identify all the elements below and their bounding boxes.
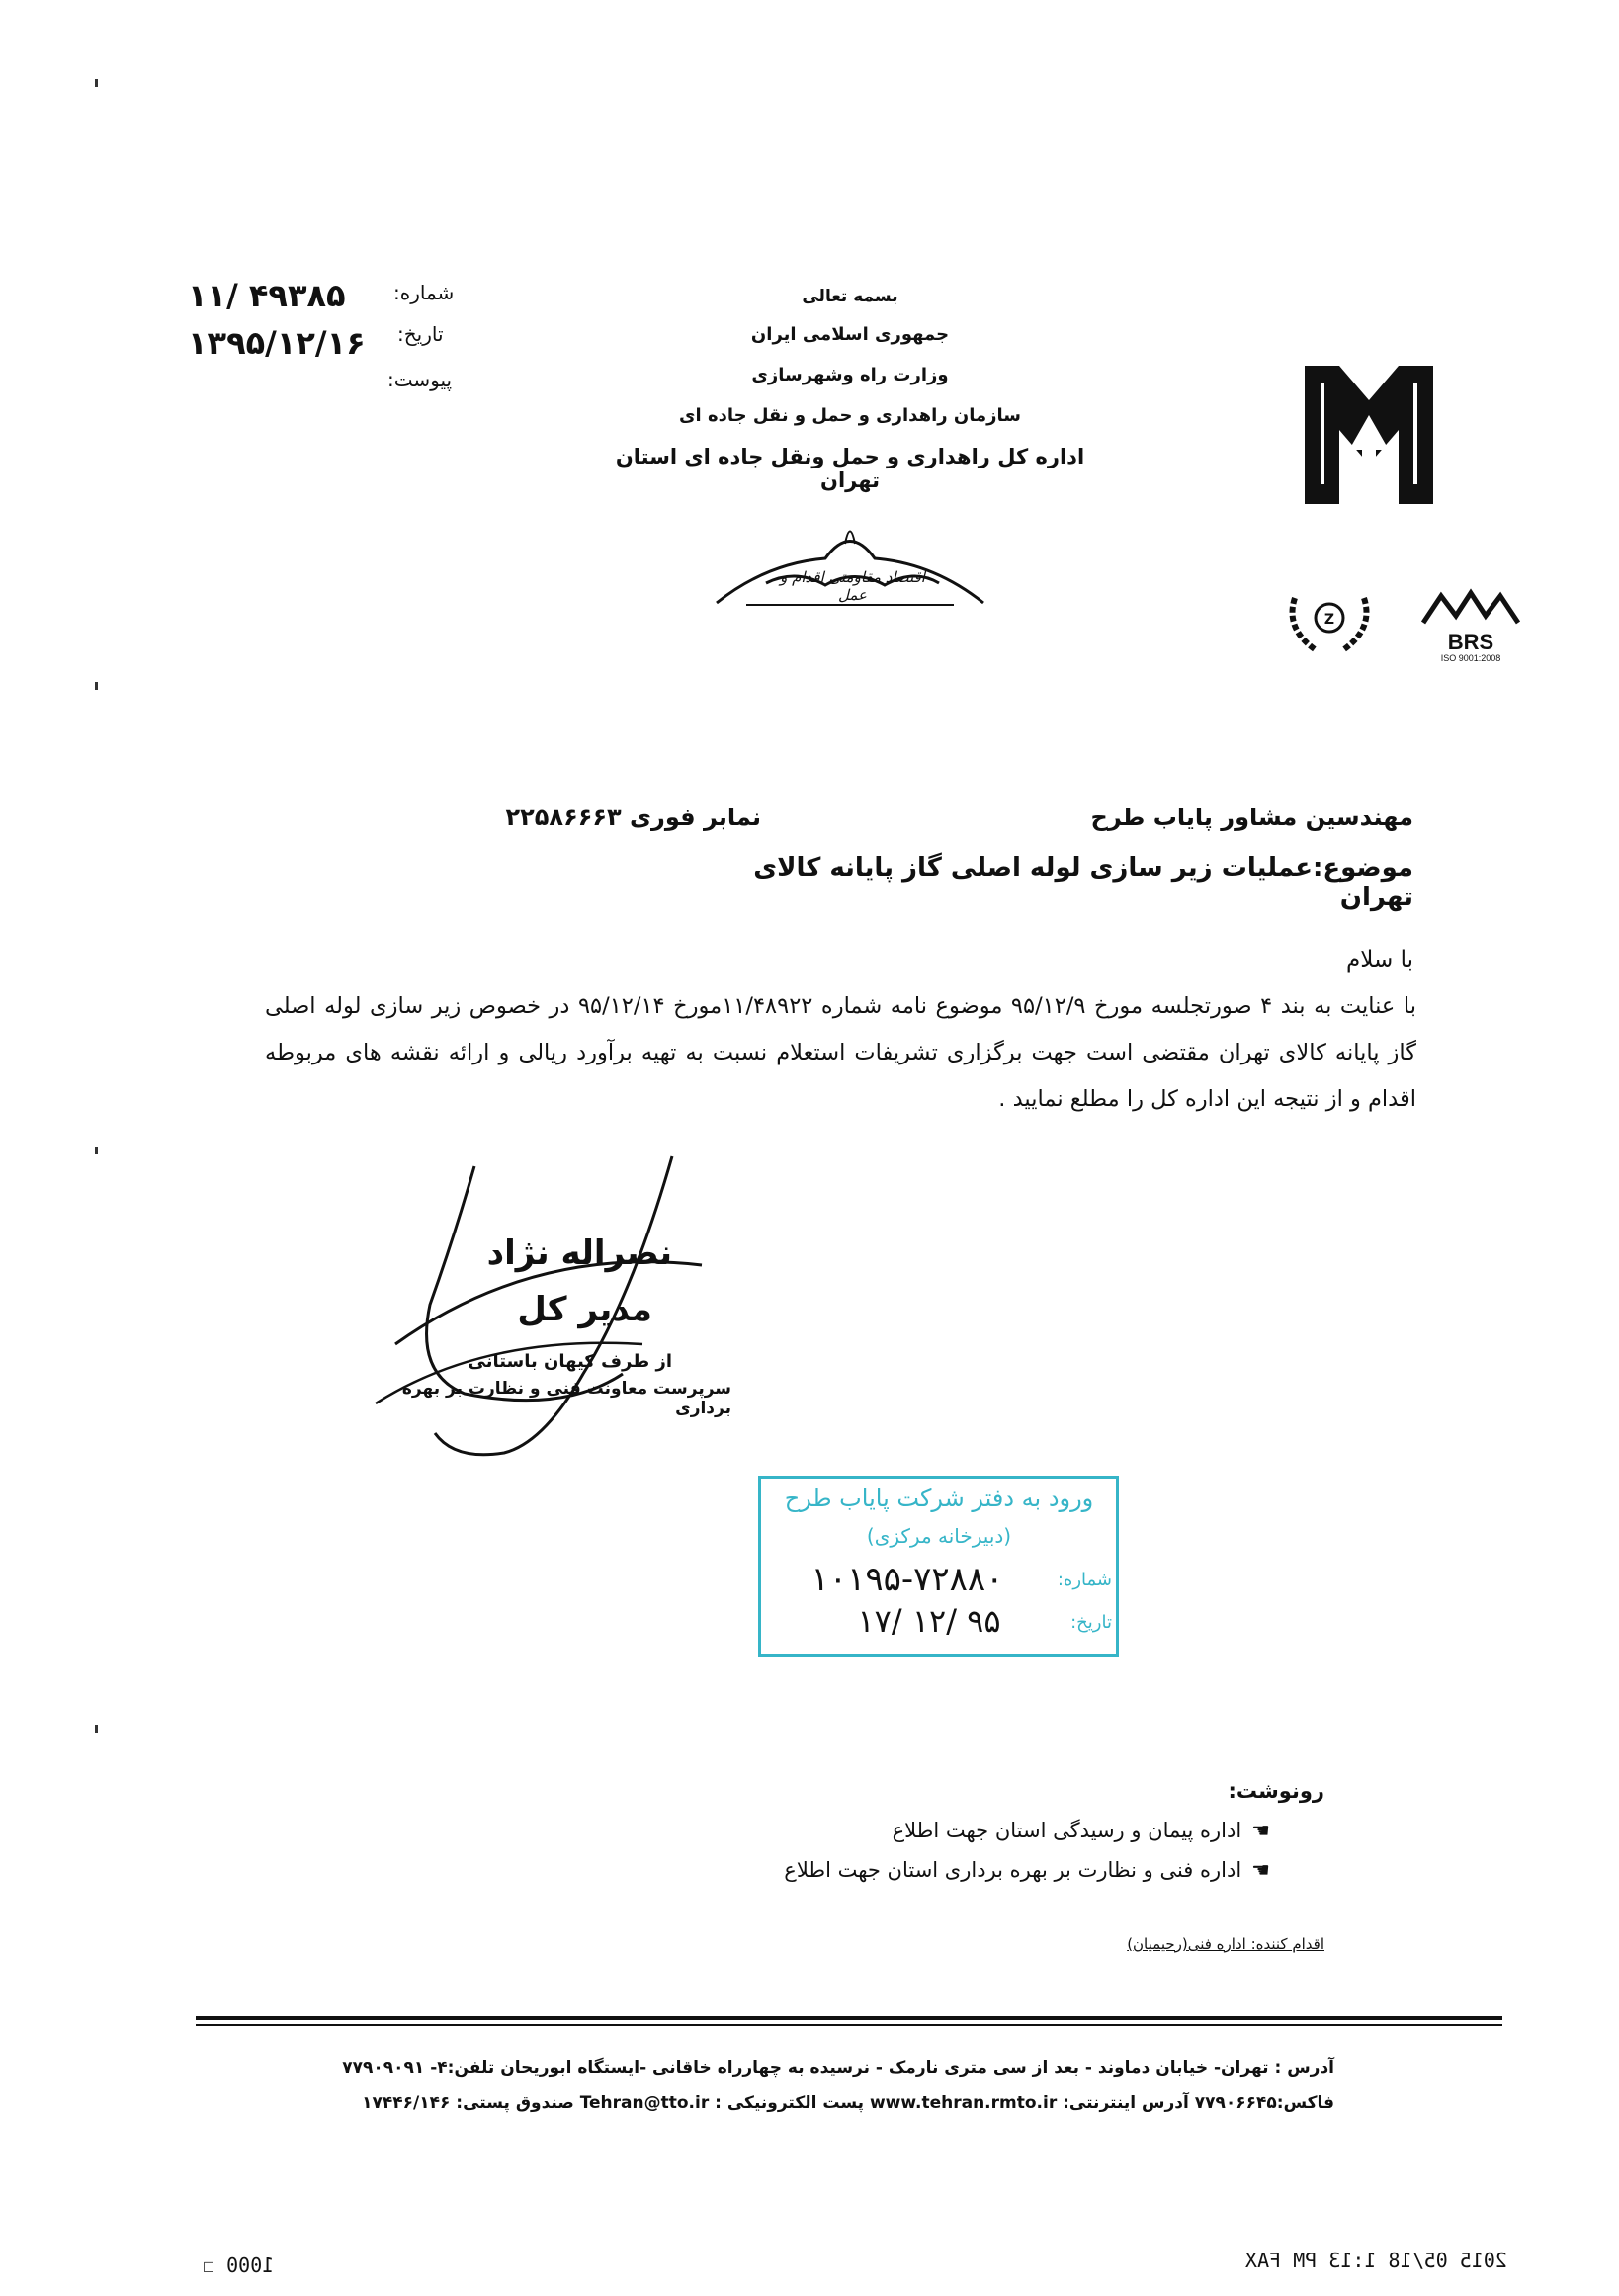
signatory-name: نصراله نژاد (486, 1233, 672, 1273)
quality-seal (1285, 588, 1374, 657)
pointing-hand-icon: ☚ (1251, 1858, 1270, 1882)
letter-subject: موضوع:عملیات زیر سازی لوله اصلی گاز پایانه کالای تهران (753, 853, 1413, 912)
signatory-title: مدیر کل (517, 1290, 652, 1329)
recipient-fax: نمابر فوری ۲۲۵۸۶۶۶۳ (505, 804, 761, 831)
received-stamp (758, 1476, 1119, 1657)
fax-page-number: 1000 ☐ (203, 2253, 275, 2277)
on-behalf-of: از طرف کیهان باستانی (468, 1351, 672, 1372)
republic-name: جمهوری اسلامی ایران (750, 324, 950, 345)
cc-label: رونوشت: (1228, 1779, 1324, 1803)
letter-body: با عنایت به بند ۴ صورتجلسه مورخ ۹۵/۱۲/۹ موضوع نامه شماره ۱۱/۴۸۹۲۲مورخ ۹۵/۱۲/۱۴ در خصوص زیر سازی لوله اصلی گاز پایانه کالای تهران مقتضی است جهت برگزاری تشریفات استعلام نسبت به تهیه برآورد ریالی و ارائه نقشه های مربوطه اقدام و از نتیجه این اداره کل را مطلع نمایید . (265, 993, 1416, 1112)
cc-item (771, 1858, 1270, 1882)
stamp-date-label: تاریخ: (1070, 1612, 1112, 1633)
punch-mark (95, 79, 98, 87)
letter-date: ۱۳۹۵/۱۲/۱۶ (188, 324, 366, 362)
stamp-number-label: شماره: (1057, 1570, 1112, 1590)
brs-mountain-icon (1421, 588, 1520, 628)
office-name: اداره کل راهداری و حمل ونقل جاده ای استان تهران (615, 445, 1085, 492)
attachment-label: پیوست: (387, 368, 453, 391)
organization-name: سازمان راهداری و حمل و نقل جاده ای (679, 405, 1021, 426)
stamp-title: ورود به دفتر شرکت پایاب طرح (784, 1485, 1094, 1512)
iso-text: ISO 9001:2008 (1440, 653, 1501, 663)
svg-text:Z: Z (1323, 612, 1335, 628)
number-label: شماره: (393, 281, 455, 304)
pointing-hand-icon: ☚ (1251, 1819, 1270, 1842)
recipient-name: مهندسین مشاور پایاب طرح (1090, 804, 1413, 831)
punch-mark (95, 682, 98, 690)
stamp-subtitle: (دبیرخانه مرکزی) (866, 1524, 1012, 1548)
cc-item-text: اداره فنی و نظارت بر بهره برداری استان جهت اطلاع (784, 1858, 1242, 1882)
fax-timestamp: 2015 05/18 1:13 PM FAX (1245, 2249, 1507, 2272)
ministry-name: وزارت راه وشهرسازی (751, 365, 949, 385)
brs-text: BRS (1447, 630, 1494, 654)
laurel-seal-icon (1285, 588, 1374, 657)
stamp-number: ۱۰۱۹۵-۷۲۸۸۰ (810, 1560, 1004, 1599)
footer-rule-thin (196, 2024, 1502, 2026)
footer-rule-thick (196, 2016, 1502, 2020)
brs-logo (1421, 588, 1520, 672)
stamp-date: ۹۵ /۱۲ /۱۷ (857, 1602, 1001, 1640)
calligraphy-emblem (707, 514, 993, 618)
cc-item (791, 1819, 1270, 1842)
punch-mark (95, 1725, 98, 1733)
date-label: تاریخ: (397, 322, 444, 346)
footer-address: آدرس : تهران- خیابان دماوند - بعد از سی متری نارمک - نرسیده به چهارراه خاقانی -ایستگاه ابوریحان تلفن:۴- ۷۷۹۰۹۰۹۱ (342, 2058, 1334, 2078)
ministry-logo-icon (1295, 356, 1443, 514)
calligraphy-text: اقتصاد مقاومتی اقدام و عمل (780, 568, 925, 604)
action-by: اقدام کننده: اداره فنی(رحیمیان) (1127, 1935, 1324, 1953)
letter-number: ۱۱/ ۴۹۳۸۵ (188, 277, 346, 314)
bismillah: بسمه تعالی (802, 287, 898, 306)
signatory-role: سرپرست معاونت فنی و نظارت بر بهره برداری (401, 1379, 731, 1418)
ministry-logo (1295, 356, 1443, 514)
punch-mark (95, 1147, 98, 1154)
cc-item-text: اداره پیمان و رسیدگی استان جهت اطلاع (892, 1819, 1242, 1842)
footer-contact: فاکس:۷۷۹۰۶۶۴۵ آدرس اینترنتی: www.tehran.rmto.ir پست الکترونیکی : Tehran@tto.ir صندوق پستی: ۱۷۴۴۶/۱۴۶ (362, 2093, 1334, 2113)
greeting: با سلام (1346, 947, 1413, 973)
